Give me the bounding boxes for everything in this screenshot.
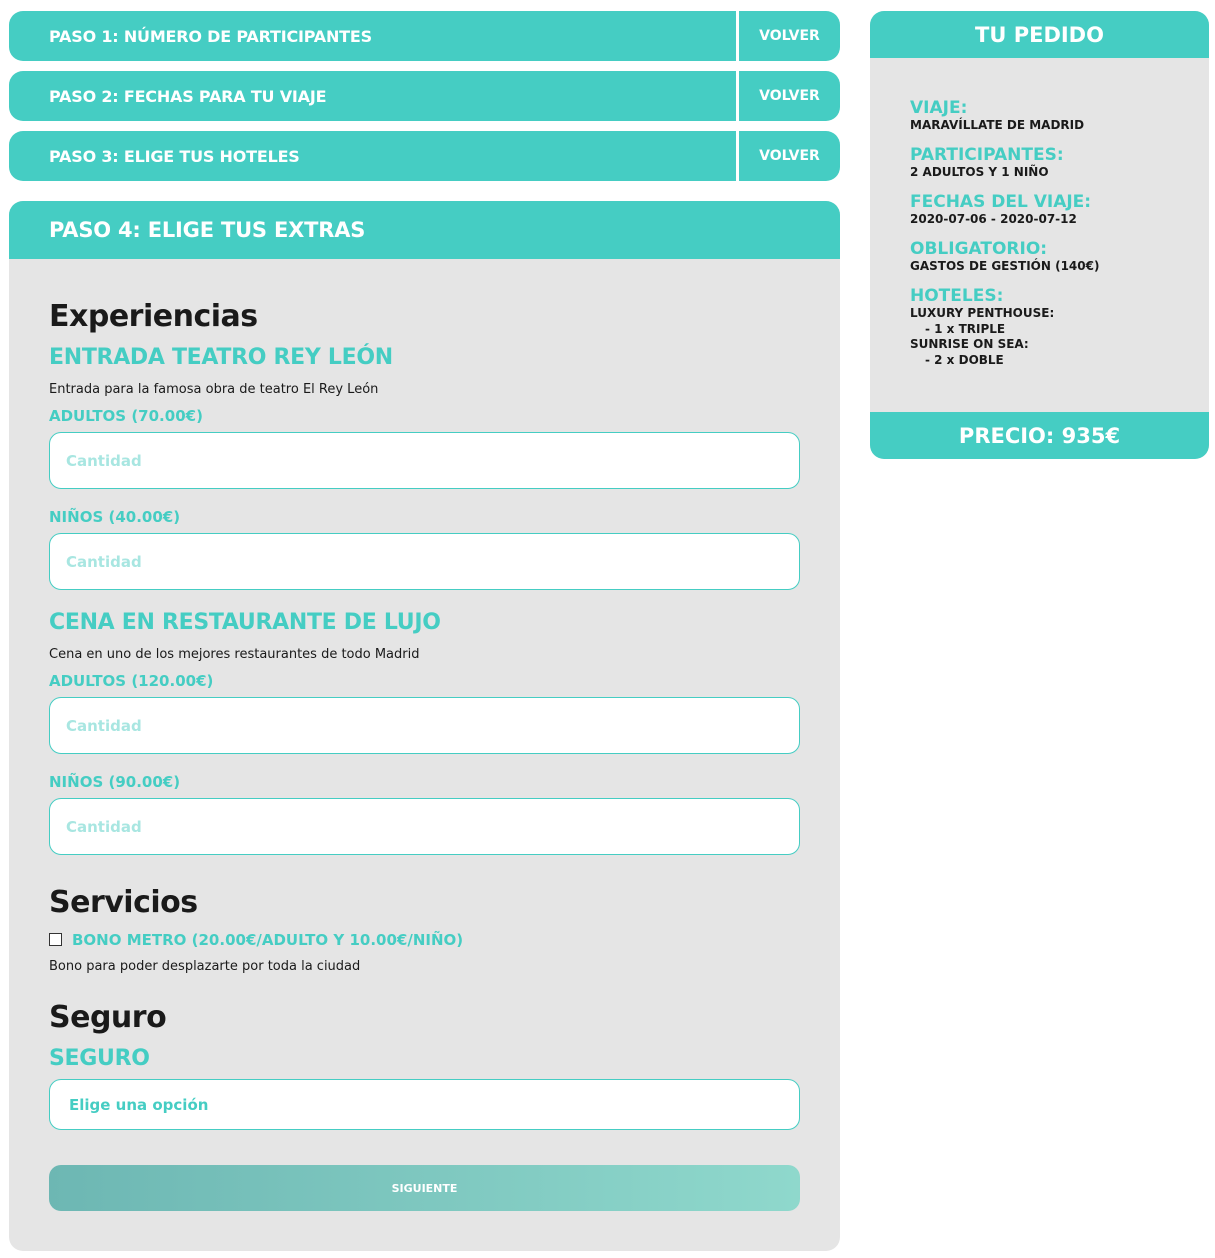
step-2-bar xyxy=(9,71,840,121)
hoteles-label: HOTELES: xyxy=(910,286,1004,306)
teatro-ninos-quantity-input[interactable] xyxy=(49,533,800,590)
order-price: PRECIO: 935€ xyxy=(870,412,1209,459)
participantes-label: PARTICIPANTES: xyxy=(910,145,1064,165)
cena-adultos-quantity-input[interactable] xyxy=(49,697,800,754)
order-title: TU PEDIDO xyxy=(870,11,1209,58)
ninos-price-label: NIÑOS (90.00€) xyxy=(49,773,181,791)
bono-metro-label[interactable]: BONO METRO (20.00€/ADULTO Y 10.00€/NIÑO) xyxy=(72,931,464,949)
bono-metro-description: Bono para poder desplazarte por toda la ciudad xyxy=(49,959,361,974)
participantes-value: 2 ADULTOS Y 1 NIÑO xyxy=(910,165,1049,179)
step-3-back-button[interactable]: VOLVER xyxy=(739,131,840,181)
viaje-value: MARAVÍLLATE DE MADRID xyxy=(910,118,1085,132)
bono-metro-checkbox[interactable] xyxy=(49,933,62,946)
hotel-rooms: - 2 x DOBLE xyxy=(925,352,1004,367)
ninos-price-label: NIÑOS (40.00€) xyxy=(49,508,181,526)
hotel-name: SUNRISE ON SEA: xyxy=(910,337,1029,351)
select-value: Elige una opción xyxy=(69,1095,209,1114)
hotel-name: LUXURY PENTHOUSE: xyxy=(910,306,1055,320)
step-3-title: PASO 3: ELIGE TUS HOTELES xyxy=(9,131,736,181)
adultos-price-label: ADULTOS (70.00€) xyxy=(49,407,203,425)
step-1-title: PASO 1: NÚMERO DE PARTICIPANTES xyxy=(9,11,736,61)
step-2-back-button[interactable]: VOLVER xyxy=(739,71,840,121)
fechas-value: 2020-07-06 - 2020-07-12 xyxy=(910,212,1077,226)
experience-description: Entrada para la famosa obra de teatro El Rey León xyxy=(49,382,379,397)
input-placeholder: Cantidad xyxy=(66,716,142,735)
seguro-label: SEGURO xyxy=(49,1046,150,1071)
seguro-select[interactable] xyxy=(49,1079,800,1130)
cena-ninos-quantity-input[interactable] xyxy=(49,798,800,855)
input-placeholder: Cantidad xyxy=(66,451,142,470)
adultos-price-label: ADULTOS (120.00€) xyxy=(49,672,214,690)
viaje-label: VIAJE: xyxy=(910,98,968,118)
experience-title: CENA EN RESTAURANTE DE LUJO xyxy=(49,610,441,635)
step-1-back-button[interactable]: VOLVER xyxy=(739,11,840,61)
step-2-title: PASO 2: FECHAS PARA TU VIAJE xyxy=(9,71,736,121)
experience-description: Cena en uno de los mejores restaurantes de todo Madrid xyxy=(49,647,420,662)
servicios-heading: Servicios xyxy=(49,885,198,920)
hotel-rooms: - 1 x TRIPLE xyxy=(925,321,1006,336)
step-3-bar xyxy=(9,131,840,181)
obligatorio-label: OBLIGATORIO: xyxy=(910,239,1048,259)
seguro-heading: Seguro xyxy=(49,1000,167,1035)
experience-title: ENTRADA TEATRO REY LEÓN xyxy=(49,345,393,370)
order-details xyxy=(910,99,1190,368)
siguiente-button[interactable]: SIGUIENTE xyxy=(49,1165,800,1211)
experiencias-heading: Experiencias xyxy=(49,299,258,334)
input-placeholder: Cantidad xyxy=(66,552,142,571)
step-4-title: PASO 4: ELIGE TUS EXTRAS xyxy=(9,201,840,259)
order-summary xyxy=(870,11,1209,459)
step-1-bar xyxy=(9,11,840,61)
obligatorio-value: GASTOS DE GESTIÓN (140€) xyxy=(910,259,1100,273)
fechas-label: FECHAS DEL VIAJE: xyxy=(910,192,1092,212)
step-4-panel xyxy=(9,201,840,1251)
input-placeholder: Cantidad xyxy=(66,817,142,836)
teatro-adultos-quantity-input[interactable] xyxy=(49,432,800,489)
